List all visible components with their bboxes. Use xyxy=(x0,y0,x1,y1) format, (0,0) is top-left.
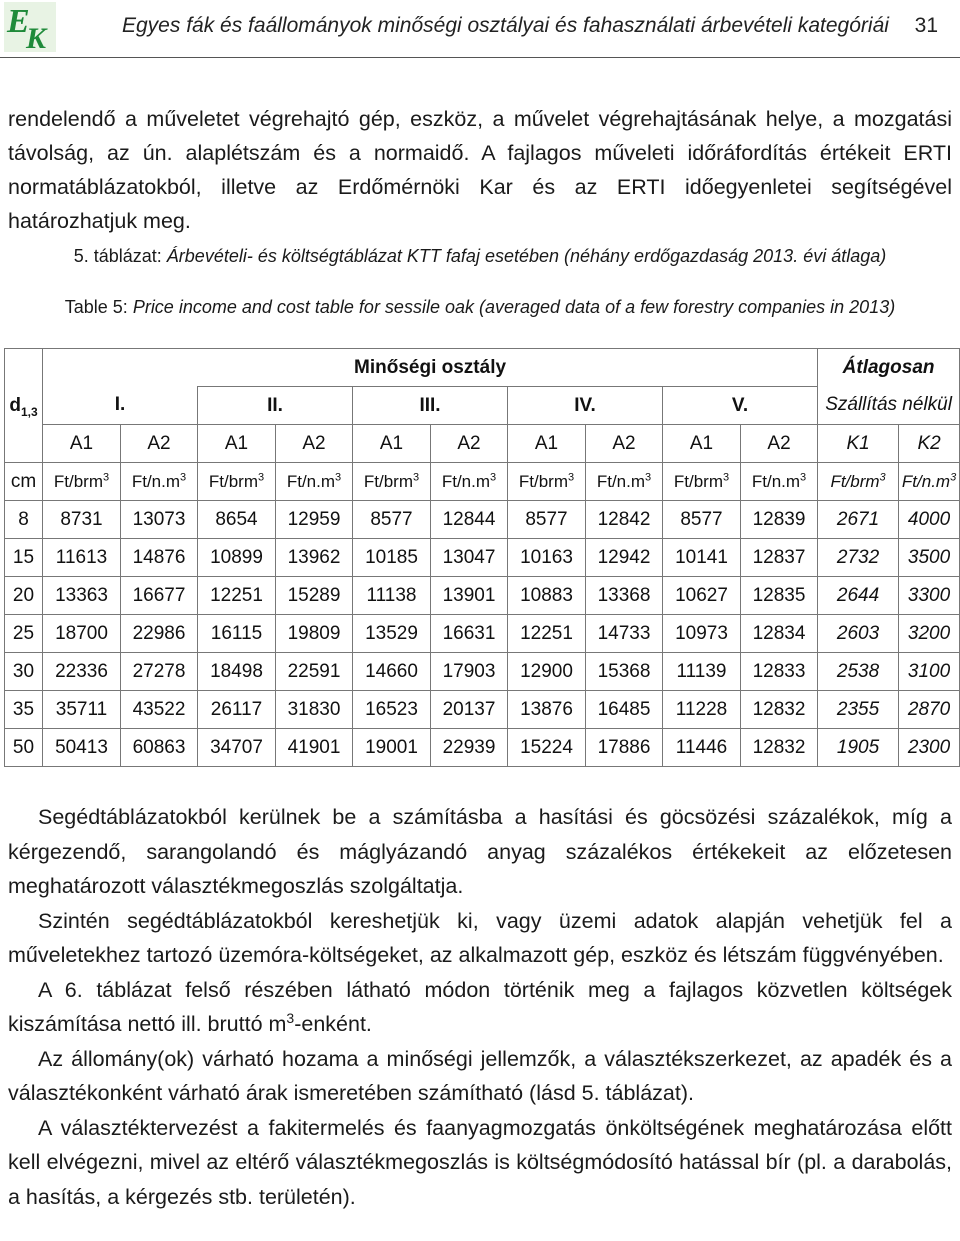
sub-header-a1: A1 xyxy=(353,425,431,463)
unit-ft-nm: $Ft/n.m^3$ xyxy=(586,463,663,501)
value-cell: 13962 xyxy=(276,539,353,577)
value-cell: 10883 xyxy=(508,577,586,615)
unit-cm: cm xyxy=(5,463,43,501)
table-caption-en xyxy=(0,297,960,318)
value-cell: 10627 xyxy=(663,577,741,615)
value-cell: 2538 xyxy=(818,653,899,691)
table-row xyxy=(5,653,960,691)
value-cell: 8731 xyxy=(43,501,121,539)
sub-header-k1: K1 xyxy=(818,425,899,463)
value-cell: 11138 xyxy=(353,577,431,615)
value-cell: 12837 xyxy=(741,539,818,577)
caption-en-prefix: Table 5: xyxy=(64,297,133,317)
ek-logo-icon xyxy=(4,2,56,52)
value-cell: 26117 xyxy=(198,691,276,729)
value-cell: 13368 xyxy=(586,577,663,615)
table-row xyxy=(5,615,960,653)
value-cell: 10973 xyxy=(663,615,741,653)
diameter-cell: 20 xyxy=(5,577,43,615)
caption-en-text: Price income and cost table for sessile oak (averaged data of a few forestry companies in 2013) xyxy=(132,297,896,317)
value-cell: 14876 xyxy=(121,539,198,577)
class-header: V. xyxy=(663,387,818,425)
value-cell: 12251 xyxy=(508,615,586,653)
value-cell: 20137 xyxy=(431,691,508,729)
diameter-cell: 15 xyxy=(5,539,43,577)
value-cell: 12844 xyxy=(431,501,508,539)
value-cell: 2355 xyxy=(818,691,899,729)
value-cell: 15224 xyxy=(508,729,586,767)
value-cell: 2300 xyxy=(899,729,960,767)
value-cell: 12834 xyxy=(741,615,818,653)
unit-ft-brm: Ft/brm$^3$ xyxy=(198,463,276,501)
sub-header-a2: A2 xyxy=(741,425,818,463)
value-cell: 12832 xyxy=(741,691,818,729)
value-cell: 16677 xyxy=(121,577,198,615)
price-cost-table xyxy=(4,348,960,767)
value-cell: 3500 xyxy=(899,539,960,577)
value-cell: 2870 xyxy=(899,691,960,729)
value-cell: 13073 xyxy=(121,501,198,539)
value-cell: 10185 xyxy=(353,539,431,577)
table-row xyxy=(5,501,960,539)
value-cell: 50413 xyxy=(43,729,121,767)
value-cell: 12251 xyxy=(198,577,276,615)
value-cell: 13901 xyxy=(431,577,508,615)
value-cell: 16115 xyxy=(198,615,276,653)
diameter-cell: 35 xyxy=(5,691,43,729)
value-cell: 2644 xyxy=(818,577,899,615)
value-cell: 11228 xyxy=(663,691,741,729)
value-cell: 13876 xyxy=(508,691,586,729)
value-cell: 22986 xyxy=(121,615,198,653)
table-row xyxy=(5,577,960,615)
value-cell: 14733 xyxy=(586,615,663,653)
value-cell: 12842 xyxy=(586,501,663,539)
value-cell: 8577 xyxy=(508,501,586,539)
value-cell: 3200 xyxy=(899,615,960,653)
value-cell: 2671 xyxy=(818,501,899,539)
unit-ft-nm: $Ft/n.m^3$ xyxy=(431,463,508,501)
table-row xyxy=(5,691,960,729)
value-cell: 11446 xyxy=(663,729,741,767)
value-cell: 2603 xyxy=(818,615,899,653)
value-cell: 15368 xyxy=(586,653,663,691)
value-cell: 15289 xyxy=(276,577,353,615)
value-cell: 60863 xyxy=(121,729,198,767)
body-paragraph: Az állomány(ok) várható hozama a minőségi jellemzők, a választékszerkezet, az apadék és a választékonként várható árak ismeretében számítható (lásd 5. táblázat). xyxy=(8,1046,952,1105)
value-cell: 12942 xyxy=(586,539,663,577)
body-paragraph: A 6. táblázat felső részében látható módon történik meg a fajlagos közvetlen költségek kiszámítása nettó ill. bruttó $m^3$-enként. xyxy=(8,977,952,1036)
value-cell: 17903 xyxy=(431,653,508,691)
table-caption-hu xyxy=(0,246,960,267)
value-cell: 19809 xyxy=(276,615,353,653)
value-cell: 10141 xyxy=(663,539,741,577)
value-cell: 8577 xyxy=(353,501,431,539)
class-header: IV. xyxy=(508,387,663,425)
sub-header-a2: A2 xyxy=(431,425,508,463)
unit-ft-brm: Ft/brm$^3$ xyxy=(353,463,431,501)
intro-paragraph: rendelendő a műveletet végrehajtó gép, eszköz, a művelet végrehajtásának helye, a mozgatási távolság, az ún. alaplétszám és a normaidő. A fajlagos műveleti időráfordítás értékeit ERTI normatáblázatokból, illetve az Erdőmérnöki Kar és az ERTI időegyenletei segítségével határozhatjuk meg. xyxy=(8,107,952,233)
class-header: II. xyxy=(198,387,353,425)
unit-ft-nm: $Ft/n.m^3$ xyxy=(899,463,960,501)
body-paragraph: A választéktervezést a fakitermelés és faanyagmozgatás önköltségének meghatározása előtt kell elvégezni, mivel az eltérő választékmegoszlás is költségmódosító hatással bír (pl. a darabolás, a hasítás, a kérgezés stb. területén). xyxy=(8,1115,952,1209)
value-cell: 14660 xyxy=(353,653,431,691)
value-cell: 8654 xyxy=(198,501,276,539)
value-cell: 22939 xyxy=(431,729,508,767)
diameter-cell: 50 xyxy=(5,729,43,767)
sub-header-a1: A1 xyxy=(43,425,121,463)
unit-ft-brm: Ft/brm$^3$ xyxy=(43,463,121,501)
value-cell: 3100 xyxy=(899,653,960,691)
diameter-cell: 25 xyxy=(5,615,43,653)
page-number: 31 xyxy=(914,14,938,37)
sub-header-a2: A2 xyxy=(586,425,663,463)
value-cell: 22591 xyxy=(276,653,353,691)
value-cell: 13363 xyxy=(43,577,121,615)
value-cell: 34707 xyxy=(198,729,276,767)
caption-hu-text: Árbevételi- és költségtáblázat KTT fafaj esetében (néhány erdőgazdaság 2013. évi átlaga) xyxy=(166,246,887,266)
value-cell: 41901 xyxy=(276,729,353,767)
body-text xyxy=(8,800,952,1214)
value-cell: 16485 xyxy=(586,691,663,729)
value-cell: 27278 xyxy=(121,653,198,691)
body-paragraph: Segédtáblázatokból kerülnek be a számításba a hasítási és göcsözési százalékok, míg a kérgezendő, sarangolandó és máglyázandó anyag százalékos értékekeit az előzetesen meghatározott választékmegoszlás szolgáltatja. xyxy=(8,805,952,898)
class-header: I. xyxy=(43,387,198,425)
svg-text:K: K xyxy=(26,22,47,52)
header-divider xyxy=(0,57,960,58)
diameter-cell: 8 xyxy=(5,501,43,539)
value-cell: 31830 xyxy=(276,691,353,729)
value-cell: 1905 xyxy=(818,729,899,767)
unit-ft-brm: Ft/brm$^3$ xyxy=(508,463,586,501)
value-cell: 8577 xyxy=(663,501,741,539)
value-cell: 12833 xyxy=(741,653,818,691)
value-cell: 12835 xyxy=(741,577,818,615)
value-cell: 35711 xyxy=(43,691,121,729)
no-transport-header: Szállítás nélkül xyxy=(818,387,960,425)
table-row xyxy=(5,539,960,577)
value-cell: 13047 xyxy=(431,539,508,577)
average-header: Átlagosan xyxy=(818,349,960,387)
sub-header-a2: A2 xyxy=(276,425,353,463)
svg-text:E: E xyxy=(7,3,30,40)
value-cell: 16631 xyxy=(431,615,508,653)
value-cell: 11139 xyxy=(663,653,741,691)
value-cell: 22336 xyxy=(43,653,121,691)
value-cell: 11613 xyxy=(43,539,121,577)
unit-ft-brm: Ft/brm$^3$ xyxy=(818,463,899,501)
value-cell: 2732 xyxy=(818,539,899,577)
page-header xyxy=(0,0,960,56)
running-title: Egyes fák és faállományok minőségi osztályai és fahasználati árbevételi kategóriái xyxy=(122,14,889,37)
diameter-cell: 30 xyxy=(5,653,43,691)
unit-ft-nm: $Ft/n.m^3$ xyxy=(121,463,198,501)
quality-class-header: Minőségi osztály xyxy=(43,349,818,387)
body-paragraph: Szintén segédtáblázatokból kereshetjük ki, vagy üzemi adatok alapján vehetjük fel a műveletekhez tartozó üzemóra-költségeket, az alkalmazott gép, eszköz és létszám függvényében. xyxy=(8,908,952,967)
unit-ft-nm: $Ft/n.m^3$ xyxy=(741,463,818,501)
value-cell: 12959 xyxy=(276,501,353,539)
sub-header-a1: A1 xyxy=(198,425,276,463)
table-row xyxy=(5,729,960,767)
value-cell: 18700 xyxy=(43,615,121,653)
value-cell: 3300 xyxy=(899,577,960,615)
sub-header-a2: A2 xyxy=(121,425,198,463)
value-cell: 18498 xyxy=(198,653,276,691)
value-cell: 16523 xyxy=(353,691,431,729)
value-cell: 10163 xyxy=(508,539,586,577)
value-cell: 12900 xyxy=(508,653,586,691)
sub-header-k2: K2 xyxy=(899,425,960,463)
value-cell: 10899 xyxy=(198,539,276,577)
value-cell: 13529 xyxy=(353,615,431,653)
value-cell: 19001 xyxy=(353,729,431,767)
caption-hu-prefix: 5. táblázat: xyxy=(73,246,167,266)
value-cell: 43522 xyxy=(121,691,198,729)
sub-header-a1: A1 xyxy=(508,425,586,463)
unit-ft-brm: Ft/brm$^3$ xyxy=(663,463,741,501)
value-cell: 4000 xyxy=(899,501,960,539)
d13-header: $d_{1,3}$ xyxy=(5,349,43,463)
unit-ft-nm: $Ft/n.m^3$ xyxy=(276,463,353,501)
value-cell: 17886 xyxy=(586,729,663,767)
class-header: III. xyxy=(353,387,508,425)
sub-header-a1: A1 xyxy=(663,425,741,463)
value-cell: 12832 xyxy=(741,729,818,767)
value-cell: 12839 xyxy=(741,501,818,539)
